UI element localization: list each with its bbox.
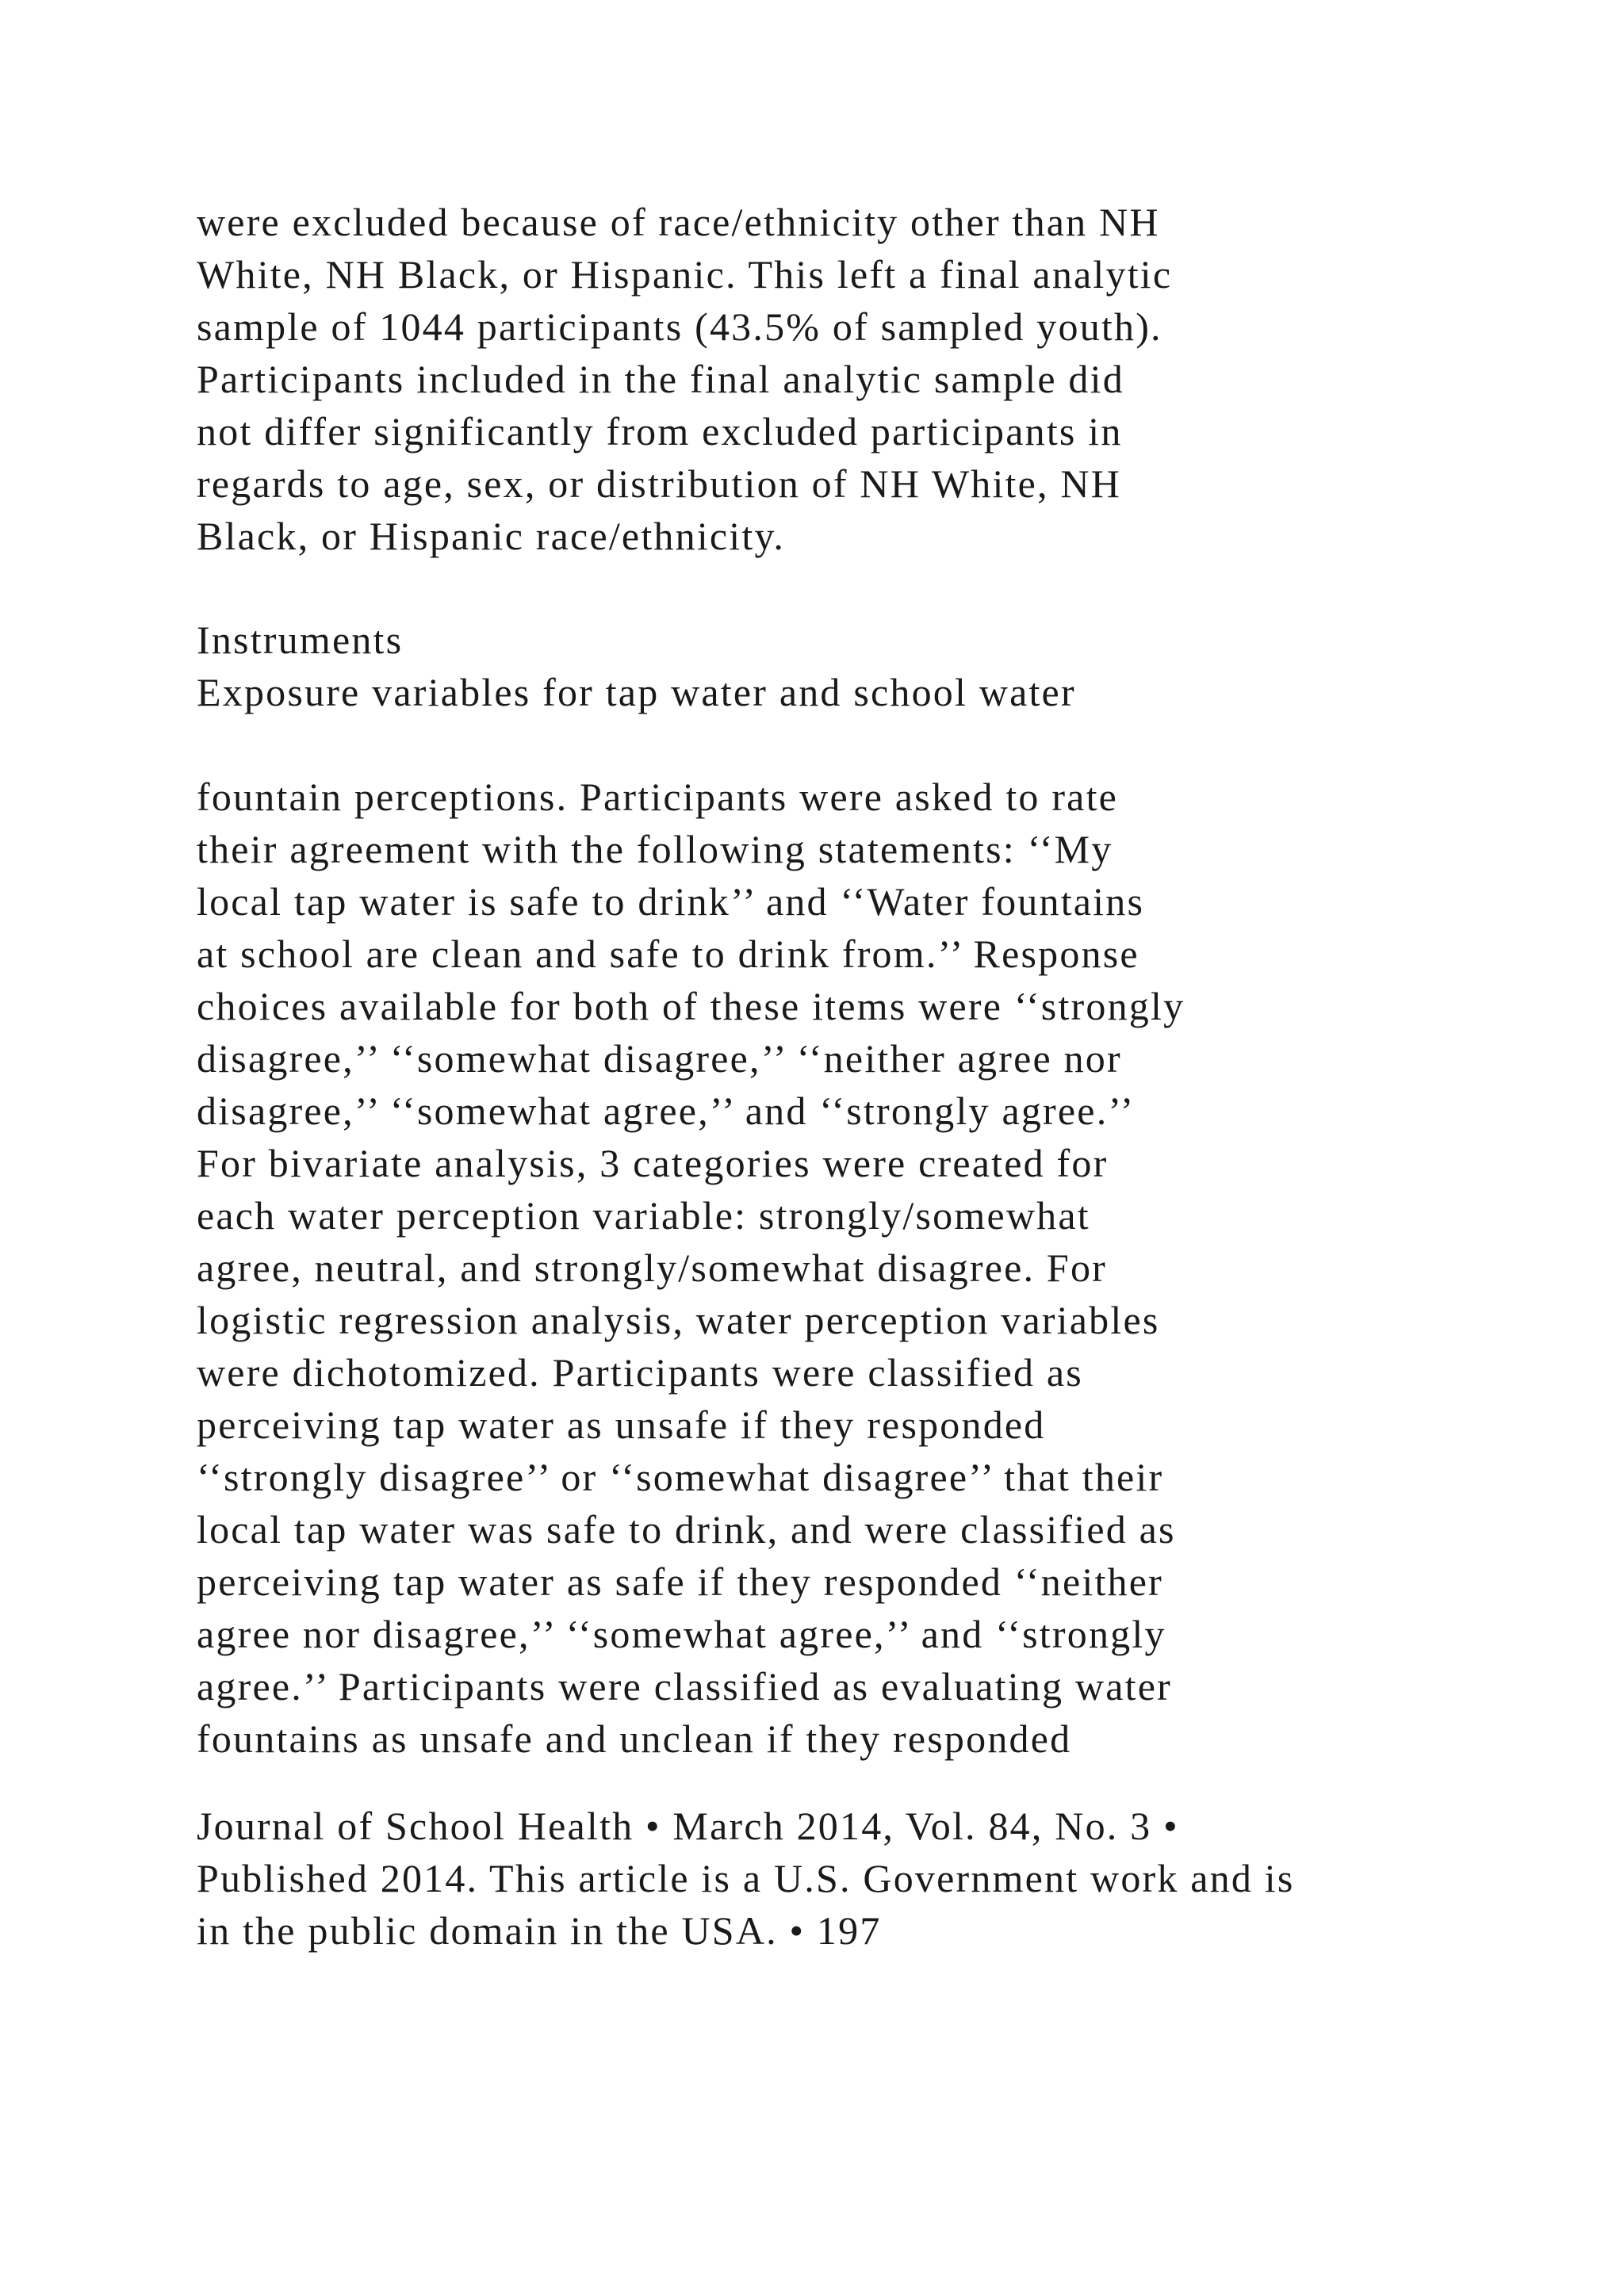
text-line: not differ significantly from excluded participants in <box>197 409 1123 453</box>
footer-line: Published 2014. This article is a U.S. Government work and is <box>197 1856 1295 1900</box>
paragraph-participants <box>197 196 1172 562</box>
text-line: For bivariate analysis, 3 categories were created for <box>197 1141 1109 1185</box>
footer-line: Journal of School Health • March 2014, Vol. 84, No. 3 • <box>197 1804 1179 1848</box>
text-line: their agreement with the following statements: ‘‘My <box>197 827 1113 871</box>
paragraph-exposure-title <box>197 666 1076 718</box>
journal-footer <box>197 1800 1295 1957</box>
text-line: Black, or Hispanic race/ethnicity. <box>197 514 786 558</box>
text-line: White, NH Black, or Hispanic. This left a final analytic <box>197 252 1173 297</box>
text-line: agree, neutral, and strongly/somewhat disagree. For <box>197 1246 1107 1290</box>
text-line: disagree,’’ ‘‘somewhat agree,’’ and ‘‘strongly agree.’’ <box>197 1089 1136 1133</box>
text-line: local tap water is safe to drink’’ and ‘‘Water fountains <box>197 879 1145 924</box>
text-line: local tap water was safe to drink, and were classified as <box>197 1507 1176 1552</box>
text-line: each water perception variable: strongly/somewhat <box>197 1193 1090 1238</box>
text-line: were dichotomized. Participants were classified as <box>197 1350 1083 1395</box>
text-line: perceiving tap water as unsafe if they responded <box>197 1402 1046 1447</box>
section-heading-instruments <box>197 614 403 666</box>
text-line: Exposure variables for tap water and school water <box>197 670 1076 714</box>
heading-text: Instruments <box>197 618 404 662</box>
text-line: fountains as unsafe and unclean if they responded <box>197 1716 1072 1761</box>
text-line: perceiving tap water as safe if they responded ‘‘neither <box>197 1559 1164 1604</box>
text-line: choices available for both of these items were ‘‘strongly <box>197 984 1185 1028</box>
text-line: agree nor disagree,’’ ‘‘somewhat agree,’’ and ‘‘strongly <box>197 1612 1166 1656</box>
text-line: Participants included in the final analytic sample did <box>197 357 1124 401</box>
paragraph-exposure-variables <box>197 771 1185 1765</box>
text-line: fountain perceptions. Participants were asked to rate <box>197 775 1119 819</box>
text-line: disagree,’’ ‘‘somewhat disagree,’’ ‘‘neither agree nor <box>197 1036 1122 1081</box>
footer-line: in the public domain in the USA. • 197 <box>197 1908 882 1953</box>
text-line: logistic regression analysis, water perception variables <box>197 1298 1160 1342</box>
text-line: regards to age, sex, or distribution of NH White, NH <box>197 461 1122 506</box>
text-line: at school are clean and safe to drink from.’’ Response <box>197 932 1139 976</box>
text-line: were excluded because of race/ethnicity other than NH <box>197 200 1160 244</box>
text-line: agree.’’ Participants were classified as evaluating water <box>197 1664 1172 1709</box>
text-line: sample of 1044 participants (43.5% of sampled youth). <box>197 304 1162 349</box>
text-line: ‘‘strongly disagree’’ or ‘‘somewhat disagree’’ that their <box>197 1455 1164 1499</box>
